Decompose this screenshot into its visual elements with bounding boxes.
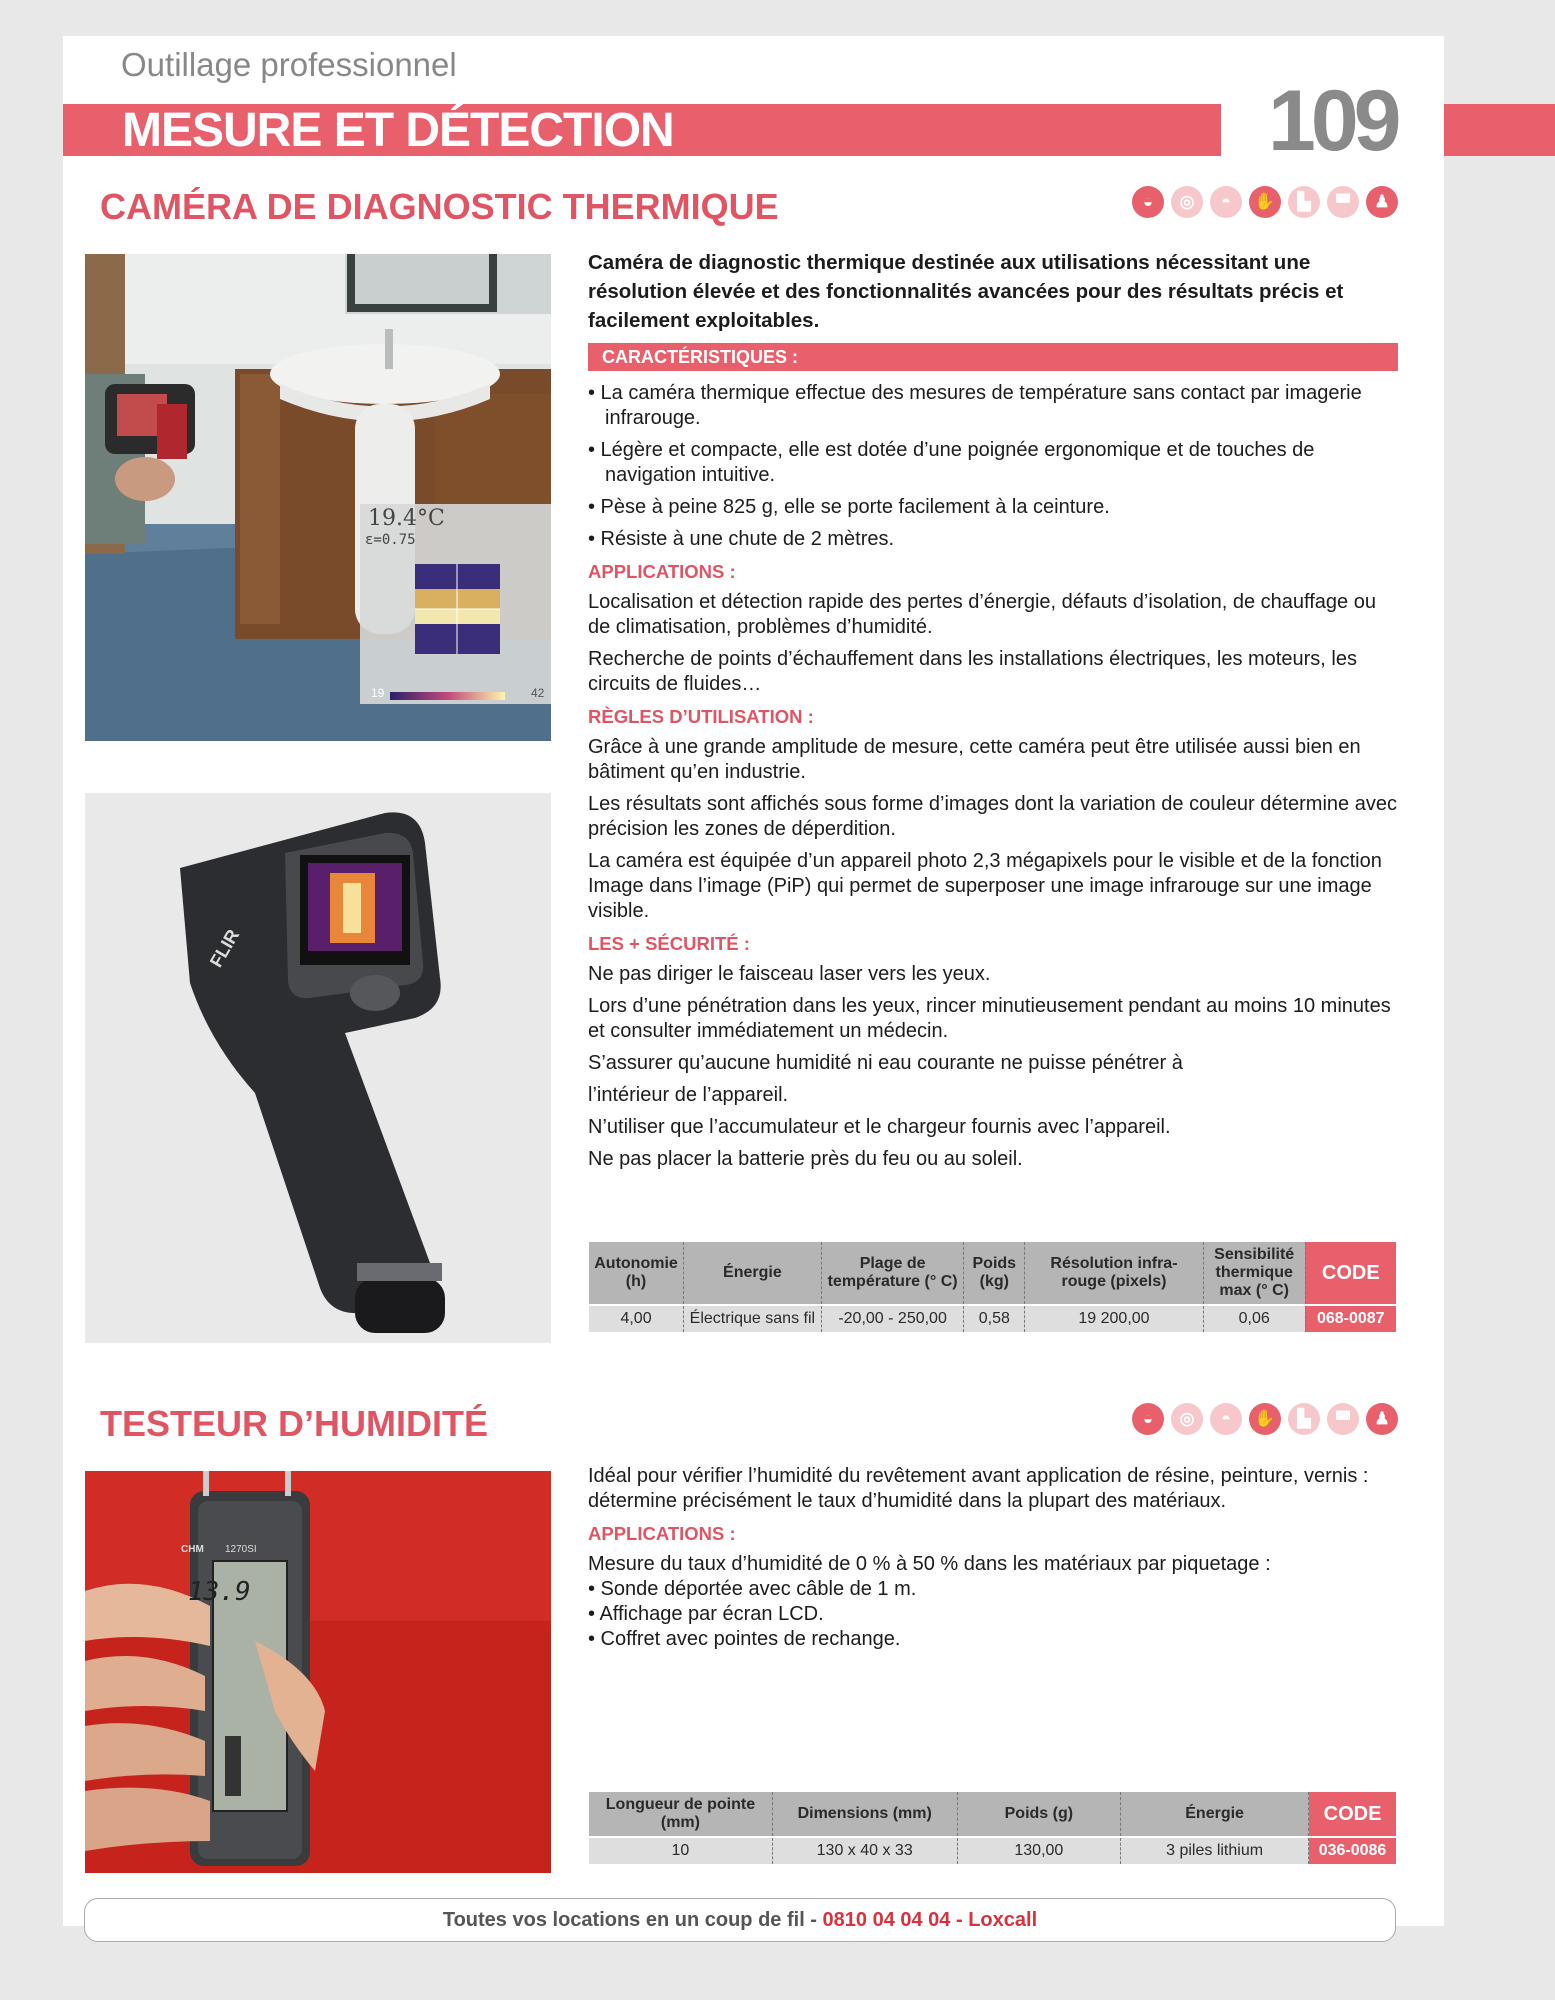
humidity-applications-list	[588, 1577, 1398, 1652]
gloves-icon: ✋	[1249, 186, 1281, 218]
table-header: Poids (kg)	[964, 1242, 1025, 1305]
footer-text: Toutes vos locations en un coup de fil -	[442, 1909, 823, 1931]
code-header: CODE	[1305, 1242, 1396, 1305]
table-header: Poids (g)	[957, 1792, 1121, 1837]
list-item: N’utiliser que l’accumulateur et le chargeur fournis avec l’appareil.	[588, 1116, 1171, 1138]
ppe-icons-camera	[1132, 186, 1398, 218]
page-number: 109	[1268, 73, 1397, 169]
list-item: • Coffret avec pointes de rechange.	[588, 1628, 901, 1650]
footer-phone: 0810 04 04 04 - Loxcall	[822, 1909, 1038, 1931]
table-cell: 0,58	[964, 1305, 1025, 1332]
camera-title: CAMÉRA DE DIAGNOSTIC THERMIQUE	[100, 186, 779, 227]
helmet-icon: ◚	[1327, 1403, 1359, 1435]
coverall-icon: ♟	[1366, 186, 1398, 218]
product-code: 068-0087	[1305, 1305, 1396, 1332]
device-brand: CHM	[181, 1544, 204, 1555]
list-item: La caméra est équipée d’un appareil photo 2,3 mégapixels pour le visible et de la fonction Image dans l’image (PiP) qui permet de superposer une image infrarouge sur une image visible.	[588, 850, 1382, 922]
table-cell: 19 200,00	[1025, 1305, 1204, 1332]
section-title: MESURE ET DÉTECTION	[122, 104, 674, 157]
table-cell: 10	[589, 1837, 772, 1864]
list-item: • Pèse à peine 825 g, elle se porte facilement à la ceinture.	[588, 496, 1110, 518]
table-header: Plage de température (° C)	[821, 1242, 964, 1305]
list-item: Grâce à une grande amplitude de mesure, cette caméra peut être utilisée aussi bien en bâtiment qu’en industrie.	[588, 736, 1361, 783]
section-band-tab	[1444, 104, 1555, 156]
safety-glasses-icon: ◓	[1210, 186, 1242, 218]
ppe-icons-humidity	[1132, 1403, 1398, 1435]
humidity-title: TESTEUR D’HUMIDITÉ	[100, 1403, 489, 1444]
humidity-tester-photo	[85, 1471, 551, 1873]
scale-min-label: 19	[371, 686, 385, 700]
humidity-applications-heading: APPLICATIONS :	[588, 1523, 736, 1544]
gloves-icon: ✋	[1249, 1403, 1281, 1435]
product-code: 036-0086	[1309, 1837, 1396, 1864]
list-item: Localisation et détection rapide des pertes d’énergie, défauts d’isolation, de chauffage ou de climatisation, problèmes d’humidité.	[588, 591, 1376, 638]
applications-list	[588, 590, 1398, 697]
list-item: Ne pas diriger le faisceau laser vers les yeux.	[588, 963, 991, 985]
table-header: Autonomie (h)	[589, 1242, 684, 1305]
thermal-scene-photo	[85, 254, 551, 741]
camera-intro: Caméra de diagnostic thermique destinée aux utilisations nécessitant une résolution élevée et des fonctionnalités avancées pour des résultats précis et facilement exploitables.	[588, 251, 1344, 332]
list-item: • Sonde déportée avec câble de 1 m.	[588, 1578, 917, 1600]
list-item: • Affichage par écran LCD.	[588, 1603, 824, 1625]
list-item: Lors d’une pénétration dans les yeux, rincer minutieusement pendant au moins 10 minutes et consulter immédiatement un médecin.	[588, 995, 1391, 1042]
list-item: Recherche de points d’échauffement dans les installations électriques, les moteurs, les circuits de fluides…	[588, 648, 1357, 695]
table-header: Sensibilité thermique max (° C)	[1203, 1242, 1305, 1305]
flir-logo: FLIR	[205, 925, 244, 971]
face-shield-icon: ◒	[1132, 1403, 1164, 1435]
safety-glasses-icon: ◓	[1210, 1403, 1242, 1435]
humidity-description	[588, 1464, 1398, 1656]
table-header: Énergie	[684, 1242, 822, 1305]
table-header: Énergie	[1121, 1792, 1309, 1837]
table-header: Longueur de pointe (mm)	[589, 1792, 772, 1837]
list-item: • Résiste à une chute de 2 mètres.	[588, 528, 895, 550]
rules-list	[588, 735, 1398, 924]
table-header: Résolution infra-rouge (pixels)	[1025, 1242, 1204, 1305]
device-reading: 13.9	[188, 1577, 251, 1607]
rules-heading: RÈGLES D’UTILISATION :	[588, 706, 814, 727]
list-item: S’assurer qu’aucune humidité ni eau courante ne puisse pénétrer à	[588, 1052, 1183, 1074]
emissivity-readout: ε=0.75	[365, 532, 416, 548]
safety-boots-icon: ▙	[1288, 1403, 1320, 1435]
humidity-spec-table	[589, 1792, 1396, 1864]
camera-description	[588, 248, 1398, 1179]
footer-banner	[84, 1898, 1396, 1942]
table-cell: 0,06	[1203, 1305, 1305, 1332]
table-cell: 130 x 40 x 33	[772, 1837, 957, 1864]
thermal-camera-photo	[85, 793, 551, 1343]
table-cell: Électrique sans fil	[684, 1305, 822, 1332]
list-item: • La caméra thermique effectue des mesures de température sans contact par imagerie infrarouge.	[588, 382, 1362, 429]
category-label: Outillage professionnel	[121, 46, 457, 83]
list-item: Les résultats sont affichés sous forme d’images dont la variation de couleur détermine avec précision les zones de déperdition.	[588, 793, 1397, 840]
humidity-intro: Idéal pour vérifier l’humidité du revêtement avant application de résine, peinture, vernis : détermine précisément le taux d’humidité dans la plupart des matériaux.	[588, 1465, 1369, 1512]
safety-list	[588, 962, 1398, 1172]
coverall-icon: ♟	[1366, 1403, 1398, 1435]
table-cell: 4,00	[589, 1305, 684, 1332]
table-header: Dimensions (mm)	[772, 1792, 957, 1837]
face-shield-icon: ◒	[1132, 186, 1164, 218]
features-heading: CARACTÉRISTIQUES :	[588, 343, 1398, 371]
list-item: • Légère et compacte, elle est dotée d’une poignée ergonomique et de touches de navigation intuitive.	[588, 439, 1315, 486]
helmet-icon: ◚	[1327, 186, 1359, 218]
ear-protection-icon: ◎	[1171, 186, 1203, 218]
code-header: CODE	[1309, 1792, 1396, 1837]
table-cell: 130,00	[957, 1837, 1121, 1864]
table-cell: 3 piles lithium	[1121, 1837, 1309, 1864]
safety-boots-icon: ▙	[1288, 186, 1320, 218]
table-cell: -20,00 - 250,00	[821, 1305, 964, 1332]
camera-spec-table	[589, 1242, 1396, 1332]
device-model: 1270SI	[225, 1544, 257, 1555]
list-item: Ne pas placer la batterie près du feu ou au soleil.	[588, 1148, 1023, 1170]
features-list	[588, 381, 1398, 552]
temperature-readout: 19.4°C	[368, 506, 445, 531]
list-item: l’intérieur de l’appareil.	[588, 1084, 789, 1106]
scale-max-label: 42	[531, 686, 545, 700]
ear-protection-icon: ◎	[1171, 1403, 1203, 1435]
safety-heading: LES + SÉCURITÉ :	[588, 933, 750, 954]
humidity-applications-lead: Mesure du taux d’humidité de 0 % à 50 % dans les matériaux par piquetage :	[588, 1553, 1271, 1575]
applications-heading: APPLICATIONS :	[588, 561, 736, 582]
